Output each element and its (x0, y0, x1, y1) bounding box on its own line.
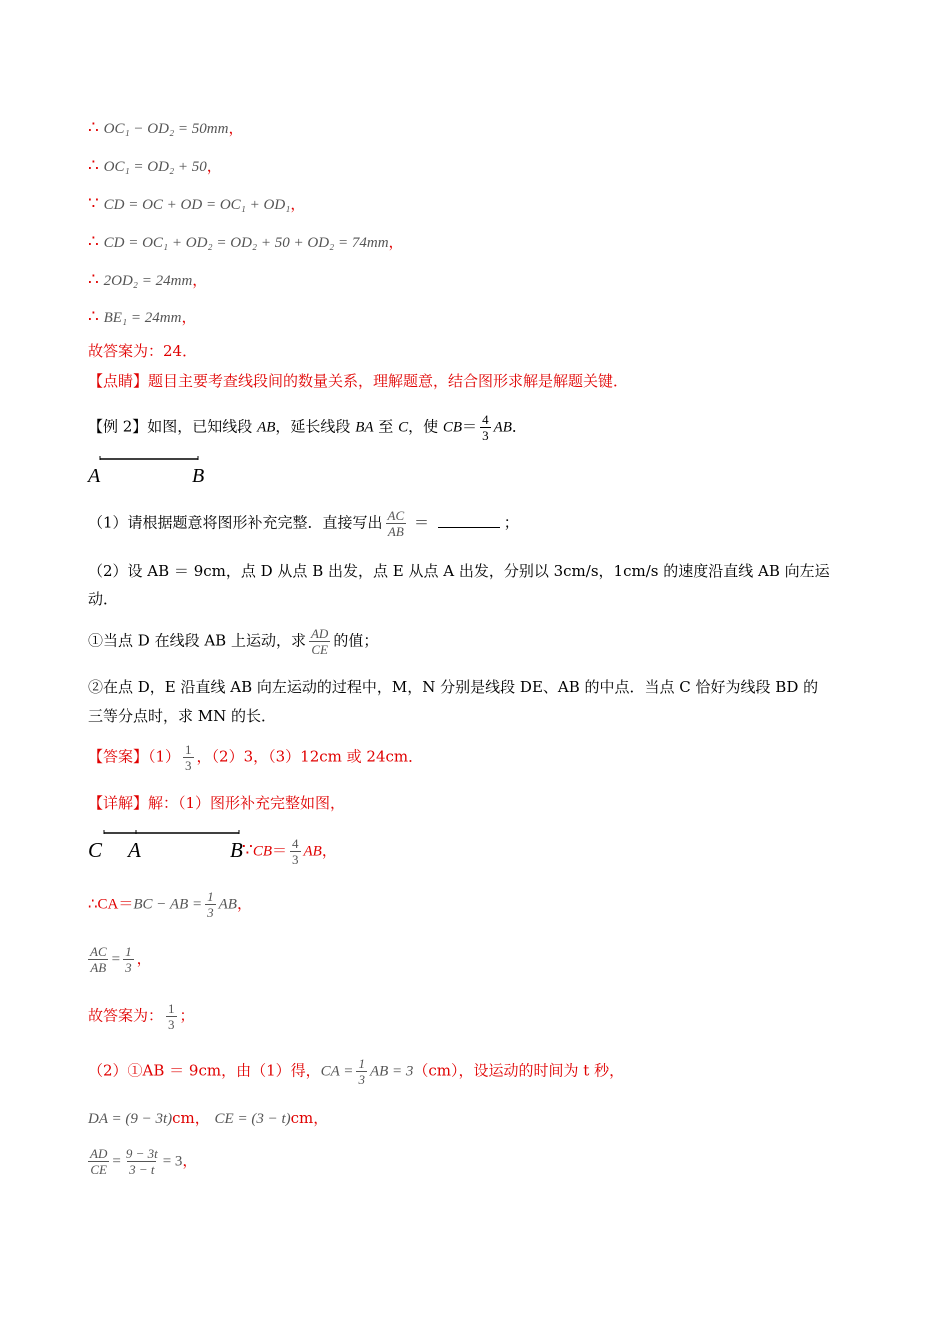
text: ； (179, 1006, 195, 1025)
math-ce: CE = (3 − t) (214, 1111, 291, 1127)
unit-text: cm， (290, 1109, 329, 1127)
math-expression: OC₁ = OD₂ + 50 (103, 159, 207, 175)
equals: = (111, 951, 121, 968)
denominator: 3 (168, 1017, 175, 1032)
comma: ， (290, 195, 306, 213)
comma: ， (236, 894, 252, 913)
fraction-1-3 (123, 944, 134, 975)
comma: ， (228, 119, 244, 137)
numerator: 1 (207, 889, 214, 904)
equals: ＝ (272, 841, 288, 860)
fraction-1-3 (183, 742, 194, 773)
math-expression: OC₁ − OD₂ = 50mm (103, 121, 229, 137)
unit-text: cm， (172, 1109, 210, 1127)
text: 【例 2】如图，已知线段 (88, 417, 258, 436)
step-ratio (88, 944, 152, 975)
text: ，延长线段 (275, 417, 356, 436)
therefore-symbol: ∴ (88, 232, 99, 252)
fraction-ac-ab (386, 508, 407, 539)
fraction-4-3 (480, 412, 491, 443)
text: （2）①AB ＝ 9cm，由（1）得， (88, 1061, 321, 1080)
math-cb: CB (252, 843, 272, 860)
denominator: 3 (185, 758, 192, 773)
derivation-line-4 (88, 232, 404, 253)
denominator: 3 (292, 852, 299, 867)
text: 故答案为： (88, 1006, 164, 1025)
math-expression: BC − AB = (133, 896, 203, 913)
segment-cab-svg (88, 824, 248, 844)
denominator: AB (90, 960, 107, 975)
denominator: 3 (207, 905, 214, 920)
fraction-1-3 (166, 1001, 177, 1032)
question-2b-line-2: 三等分点时，求 MN 的长． (88, 707, 277, 725)
fraction-9-3t (124, 1146, 160, 1177)
text: （1）请根据题意将图形补充完整．直接写出 (88, 513, 383, 532)
text: 的值； (333, 631, 379, 650)
math-expression: CD = OC₁ + OD₂ = OD₂ + 50 + OD₂ = 74mm (103, 235, 389, 251)
numerator: AD (310, 626, 329, 641)
math-ab: AB (493, 419, 512, 436)
comma: ， (136, 949, 152, 968)
text: ； (503, 513, 519, 532)
numerator: AD (90, 1146, 108, 1161)
label-a: A (128, 838, 141, 862)
therefore-symbol: ∴ (88, 270, 99, 290)
comma: ， (388, 233, 404, 251)
math-ab: AB (303, 843, 322, 860)
text: ， (321, 841, 337, 860)
question-1 (88, 508, 519, 539)
therefore-symbol: ∴ (88, 156, 99, 176)
question-2-line-2: 动． (88, 590, 119, 608)
numerator: AC (90, 944, 107, 959)
label-b: B (192, 465, 205, 487)
math-da: DA = (9 − 3t) (88, 1111, 173, 1127)
numerator: AC (387, 508, 405, 523)
step-equation (88, 1146, 197, 1177)
math-expression: BE₁ = 24mm (103, 310, 182, 326)
numerator: 1 (358, 1056, 365, 1071)
denominator: 3 (482, 428, 489, 443)
derivation-line-5 (88, 270, 207, 291)
detail-heading: 【详解】解：（1）图形补充完整如图， (88, 794, 346, 812)
math-expression: AB = 3 (369, 1063, 414, 1080)
segment-ab-figure (88, 450, 218, 490)
fraction-ad-ce (309, 626, 330, 657)
label-c: C (88, 838, 103, 862)
equals: ＝ (462, 417, 478, 436)
because-cb-statement (242, 836, 337, 867)
denominator: CE (311, 642, 328, 657)
math-ba: BA (355, 419, 374, 436)
numerator: 1 (185, 742, 192, 757)
step-ca (88, 889, 252, 920)
text: ． (511, 417, 527, 436)
dianjing-note: 【点睛】题目主要考查线段间的数量关系，理解题意，结合图形求解是解题关键． (88, 372, 629, 390)
because-symbol: ∵ (88, 194, 99, 214)
numerator: 1 (168, 1001, 175, 1016)
label-a: A (88, 465, 101, 487)
math-c: C (398, 419, 409, 436)
therefore-symbol: ∴ (88, 118, 99, 138)
text: ，使 (408, 417, 443, 436)
equals: ＝ (409, 513, 434, 532)
fraction-1-3 (356, 1056, 367, 1087)
math-ab: AB (257, 419, 276, 436)
question-2-line-1: （2）设 AB ＝ 9cm，点 D 从点 B 出发，点 E 从点 A 出发，分别以 3cm/s，1cm/s 的速度沿直线 AB 向左运 (88, 562, 830, 580)
segment-cab-figure (88, 824, 358, 872)
denominator: 3 (358, 1072, 365, 1087)
numerator: 4 (482, 412, 489, 427)
step-answer (88, 1001, 195, 1032)
fraction-1-3 (205, 889, 216, 920)
comma: ， (181, 308, 197, 326)
step-da-ce (88, 1108, 328, 1129)
math-cb: CB (442, 419, 463, 436)
denominator: 3 (125, 960, 132, 975)
answer-blank (438, 513, 500, 528)
question-2b-line-1: ②在点 D，E 沿直线 AB 向左运动的过程中，M，N 分别是线段 DE、AB 的中点．当点 C 恰好为线段 BD 的 (88, 678, 819, 696)
math-expression: CD = OC + OD = OC₁ + OD₁ (103, 197, 291, 213)
numerator: 9 − 3t (125, 1146, 158, 1161)
denominator: AB (387, 524, 404, 539)
math-expression: CA = (320, 1063, 354, 1080)
numerator: 4 (292, 836, 299, 851)
example-statement (88, 412, 527, 443)
fraction-4-3 (290, 836, 301, 867)
equals-three: = 3 (162, 1153, 183, 1170)
fraction-ad-ce (88, 1146, 109, 1177)
denominator: 3 − t (129, 1162, 155, 1177)
question-2a (88, 626, 378, 657)
text: ，（2）3，（3）12cm 或 24cm． (196, 747, 424, 766)
comma: ， (182, 1151, 198, 1170)
answer-summary (88, 742, 423, 773)
text: ①当点 D 在线段 AB 上运动，求 (88, 631, 306, 650)
answer-line: 故答案为：24． (88, 342, 198, 360)
comma: ， (192, 271, 208, 289)
derivation-line-3 (88, 194, 305, 215)
numerator: 1 (125, 944, 132, 959)
math-expression: 2OD₂ = 24mm (103, 273, 193, 289)
derivation-line-1 (88, 118, 243, 139)
fraction-ac-ab (88, 944, 109, 975)
derivation-line-2 (88, 156, 222, 177)
equals: = (112, 1153, 121, 1170)
label-b: B (230, 838, 243, 862)
text: 【答案】（1） (88, 747, 181, 766)
comma: ， (206, 157, 222, 175)
therefore-symbol: ∴ (88, 307, 99, 327)
derivation-line-6 (88, 307, 196, 328)
math-ab: AB (218, 896, 237, 913)
denominator: CE (90, 1162, 107, 1177)
step-part2 (88, 1056, 624, 1087)
text: ∴CA＝ (88, 896, 134, 913)
because-symbol: ∵ (242, 840, 253, 861)
text: 至 (373, 417, 399, 436)
text: （cm），设运动的时间为 t 秒， (413, 1061, 625, 1080)
